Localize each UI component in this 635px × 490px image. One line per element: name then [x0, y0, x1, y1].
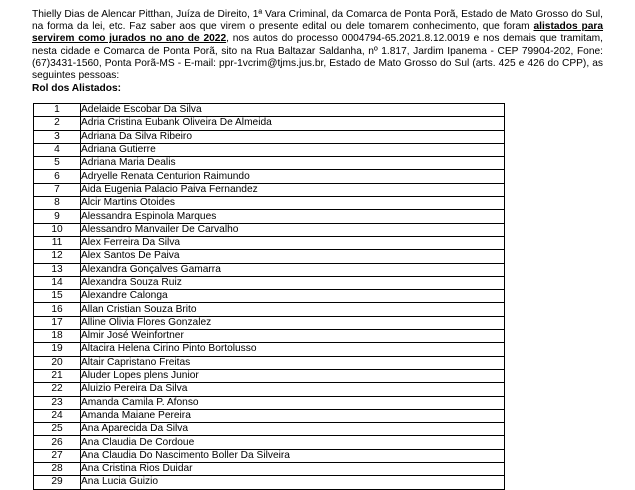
table-row [34, 143, 505, 156]
intro-text-start: Thielly Dias de Alencar Pitthan, Juíza de Direito, 1ª Vara Criminal, da Comarca de Ponta Porã, Estado de Mato Grosso do Sul, na forma da lei, etc. Faz saber aos que virem o presente edital ou dele tomarem conhecimento, que foram [32, 9, 603, 33]
row-number: 4 [34, 143, 81, 156]
row-name: Adriana Maria Dealis [81, 157, 505, 170]
table-row [34, 183, 505, 196]
table-row [34, 130, 505, 143]
row-name: Ana Cristina Rios Duidar [81, 463, 505, 476]
table-row [34, 369, 505, 382]
row-name: Amanda Camila P. Afonso [81, 396, 505, 409]
table-row [34, 463, 505, 476]
table-row [34, 250, 505, 263]
row-number: 3 [34, 130, 81, 143]
table-row [34, 436, 505, 449]
table-row [34, 343, 505, 356]
row-number: 27 [34, 449, 81, 462]
row-number: 19 [34, 343, 81, 356]
row-number: 17 [34, 316, 81, 329]
row-name: Aida Eugenia Palacio Paiva Fernandez [81, 183, 505, 196]
row-name: Adria Cristina Eubank Oliveira De Almeida [81, 117, 505, 130]
table-row [34, 356, 505, 369]
row-number: 13 [34, 263, 81, 276]
row-number: 1 [34, 104, 81, 117]
intro-highlight: alistados para servirem como jurados no ano de 2022 [32, 21, 603, 45]
table-row [34, 330, 505, 343]
row-name: Amanda Maiane Pereira [81, 409, 505, 422]
row-number: 29 [34, 476, 81, 489]
table-row [34, 316, 505, 329]
row-number: 16 [34, 303, 81, 316]
row-name: Alessandra Espinola Marques [81, 210, 505, 223]
row-number: 2 [34, 117, 81, 130]
row-name: Ana Claudia Do Nascimento Boller Da Silveira [81, 449, 505, 462]
row-name: Alexandre Calonga [81, 290, 505, 303]
table-row [34, 396, 505, 409]
table-row [34, 157, 505, 170]
row-number: 10 [34, 223, 81, 236]
row-number: 6 [34, 170, 81, 183]
row-name: Alex Ferreira Da Silva [81, 236, 505, 249]
row-number: 9 [34, 210, 81, 223]
row-number: 12 [34, 250, 81, 263]
intro-text-end: , nos autos do processo 0004794-65.2021.8.12.0019 e nos demais que tramitam, nesta cidade e Comarca de Ponta Porã, sito na Rua Baltazar Saldanha, nº 1.817, Jardim Ipanema - CEP 79904-202, Fone: (67)3431-1560, Ponta Porã-MS - E-mail: ppr-1vcrim@tjms.jus.br, Estado de Mato Grosso do Sul (arts. 425 e 426 do CPP), as seguintes pessoas: [32, 33, 603, 82]
table-row [34, 276, 505, 289]
table-row [34, 476, 505, 489]
row-name: Alexandra Gonçalves Gamarra [81, 263, 505, 276]
row-number: 25 [34, 423, 81, 436]
row-name: Altacira Helena Cirino Pinto Bortolusso [81, 343, 505, 356]
table-row [34, 223, 505, 236]
row-name: Adelaide Escobar Da Silva [81, 104, 505, 117]
row-name: Alcir Martins Otoides [81, 197, 505, 210]
table-row [34, 449, 505, 462]
row-name: Alline Olivia Flores Gonzalez [81, 316, 505, 329]
table-row [34, 210, 505, 223]
row-name: Ana Lucia Guizio [81, 476, 505, 489]
row-number: 20 [34, 356, 81, 369]
row-number: 28 [34, 463, 81, 476]
row-name: Alex Santos De Paiva [81, 250, 505, 263]
table-row [34, 104, 505, 117]
table-row [34, 117, 505, 130]
edital-intro [32, 9, 603, 82]
row-name: Alessandro Manvailer De Carvalho [81, 223, 505, 236]
row-number: 24 [34, 409, 81, 422]
table-row [34, 263, 505, 276]
table-row [34, 409, 505, 422]
row-name: Altair Capristano Freitas [81, 356, 505, 369]
row-name: Adriana Da Silva Ribeiro [81, 130, 505, 143]
row-number: 26 [34, 436, 81, 449]
row-name: Aluder Lopes plens Junior [81, 369, 505, 382]
row-number: 14 [34, 276, 81, 289]
row-name: Aluizio Pereira Da Silva [81, 383, 505, 396]
row-name: Adriana Gutierre [81, 143, 505, 156]
row-number: 15 [34, 290, 81, 303]
row-number: 21 [34, 369, 81, 382]
row-number: 5 [34, 157, 81, 170]
row-name: Allan Cristian Souza Brito [81, 303, 505, 316]
table-row [34, 197, 505, 210]
row-name: Alexandra Souza Ruiz [81, 276, 505, 289]
table-row [34, 383, 505, 396]
table-row [34, 290, 505, 303]
rol-title: Rol dos Alistados: [32, 83, 122, 94]
row-number: 18 [34, 330, 81, 343]
row-number: 8 [34, 197, 81, 210]
row-name: Almir José Weinfortner [81, 330, 505, 343]
table-row [34, 423, 505, 436]
table-row [34, 170, 505, 183]
row-name: Adryelle Renata Centurion Raimundo [81, 170, 505, 183]
row-number: 22 [34, 383, 81, 396]
row-number: 7 [34, 183, 81, 196]
alistados-table [33, 103, 505, 490]
table-row [34, 236, 505, 249]
table-row [34, 303, 505, 316]
row-number: 23 [34, 396, 81, 409]
row-number: 11 [34, 236, 81, 249]
row-name: Ana Aparecida Da Silva [81, 423, 505, 436]
row-name: Ana Claudia De Cordoue [81, 436, 505, 449]
